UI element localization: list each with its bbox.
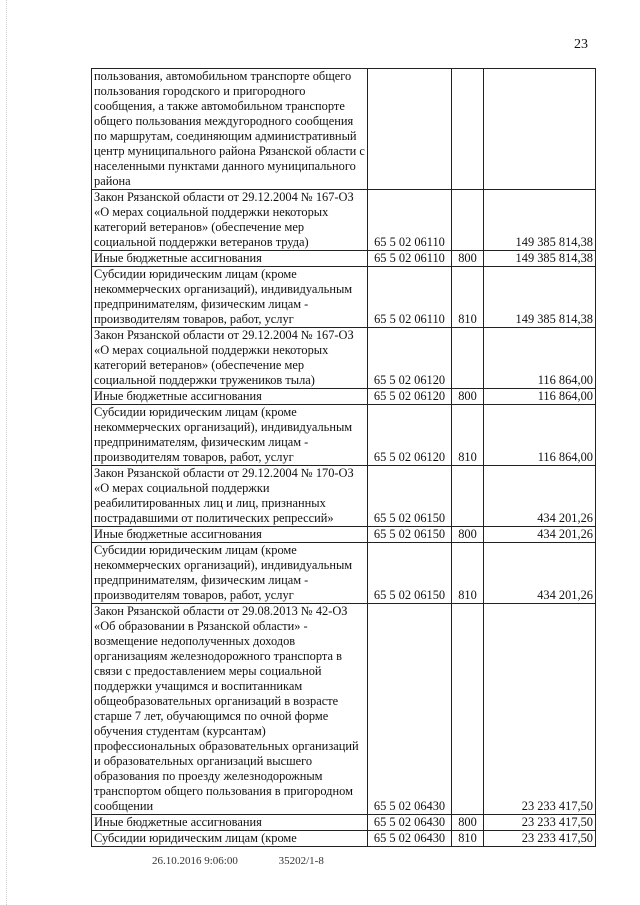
table-row: [92, 389, 596, 405]
row-sum: 434 201,26: [484, 543, 596, 604]
page-number: 23: [574, 37, 588, 52]
row-sum: 23 233 417,50: [484, 831, 596, 847]
row-type: [452, 69, 484, 190]
row-type: [452, 604, 484, 815]
row-type: 800: [452, 527, 484, 543]
footer-datetime: 26.10.2016 9:06:00: [152, 855, 238, 867]
table-row: [92, 328, 596, 389]
row-name: Закон Рязанской области от 29.12.2004 № 167-ОЗ «О мерах социальной поддержки некоторых категорий ветеранов» (обеспечение мер социальной поддержки ветеранов труда): [92, 190, 368, 251]
row-code: 65 5 02 06430: [368, 815, 452, 831]
row-name: Субсидии юридическим лицам (кроме некоммерческих организаций), индивидуальным предпринимателям, физическим лицам - производителям товаров, работ, услуг: [92, 405, 368, 466]
row-sum: 434 201,26: [484, 527, 596, 543]
row-code: 65 5 02 06120: [368, 389, 452, 405]
row-type: [452, 466, 484, 527]
table-row: [92, 815, 596, 831]
row-code: 65 5 02 06110: [368, 251, 452, 267]
row-name: Субсидии юридическим лицам (кроме: [92, 831, 368, 847]
row-name: Иные бюджетные ассигнования: [92, 389, 368, 405]
row-name: Иные бюджетные ассигнования: [92, 815, 368, 831]
row-sum: 23 233 417,50: [484, 815, 596, 831]
scan-edge: [6, 0, 8, 905]
row-type: 800: [452, 815, 484, 831]
table-row: [92, 831, 596, 847]
row-sum: 149 385 814,38: [484, 251, 596, 267]
row-code: 65 5 02 06120: [368, 328, 452, 389]
row-code: 65 5 02 06430: [368, 831, 452, 847]
row-name: Закон Рязанской области от 29.12.2004 № 170-ОЗ «О мерах социальной поддержки реабилитированных лиц и лиц, признанных пострадавшими от политических репрессий»: [92, 466, 368, 527]
row-name: Закон Рязанской области от 29.12.2004 № 167-ОЗ «О мерах социальной поддержки некоторых категорий ветеранов» (обеспечение мер социальной поддержки тружеников тыла): [92, 328, 368, 389]
row-type: 810: [452, 405, 484, 466]
row-type: 800: [452, 389, 484, 405]
table-row: [92, 267, 596, 328]
table-row: [92, 251, 596, 267]
row-code: 65 5 02 06120: [368, 405, 452, 466]
row-name: Субсидии юридическим лицам (кроме некоммерческих организаций), индивидуальным предпринимателям, физическим лицам - производителям товаров, работ, услуг: [92, 267, 368, 328]
row-sum: 23 233 417,50: [484, 604, 596, 815]
row-sum: 116 864,00: [484, 405, 596, 466]
row-code: 65 5 02 06150: [368, 527, 452, 543]
row-type: 810: [452, 543, 484, 604]
row-name: Субсидии юридическим лицам (кроме некоммерческих организаций), индивидуальным предпринимателям, физическим лицам - производителям товаров, работ, услуг: [92, 543, 368, 604]
footer: [152, 855, 362, 867]
row-name: Закон Рязанской области от 29.08.2013 № 42-ОЗ «Об образовании в Рязанской области» - возмещение недополученных доходов организациям железнодорожного транспорта в связи с предоставлением меры социальной поддержки учащимся и воспитанникам общеобразовательных организаций в возрасте старше 7 лет, обучающимся по очной форме обучения студентам (курсантам) профессиональных образовательных организаций и образовательных организаций высшего образования по проезду железнодорожным транспортом общего пользования в пригородном сообщении: [92, 604, 368, 815]
row-sum: [484, 69, 596, 190]
row-type: 810: [452, 831, 484, 847]
row-type: 810: [452, 267, 484, 328]
row-type: 800: [452, 251, 484, 267]
row-code: 65 5 02 06110: [368, 190, 452, 251]
footer-doc-id: 35202/1-8: [278, 855, 324, 867]
table-row: [92, 604, 596, 815]
row-sum: 149 385 814,38: [484, 267, 596, 328]
table-row: [92, 405, 596, 466]
row-code: 65 5 02 06150: [368, 466, 452, 527]
row-sum: 149 385 814,38: [484, 190, 596, 251]
table-row: [92, 527, 596, 543]
row-name: Иные бюджетные ассигнования: [92, 251, 368, 267]
row-sum: 434 201,26: [484, 466, 596, 527]
table-row: [92, 190, 596, 251]
row-sum: 116 864,00: [484, 328, 596, 389]
row-sum: 116 864,00: [484, 389, 596, 405]
row-code: 65 5 02 06430: [368, 604, 452, 815]
row-name: Иные бюджетные ассигнования: [92, 527, 368, 543]
table-row: [92, 543, 596, 604]
row-code: [368, 69, 452, 190]
table-row: [92, 466, 596, 527]
row-type: [452, 328, 484, 389]
row-name: пользования, автомобильном транспорте общего пользования городского и пригородного сообщения, а также автомобильном транспорте общего пользования междугородного сообщения по маршрутам, соединяющим административный центр муниципального района Рязанской области с населенными пунктами данного муниципального района: [92, 69, 368, 190]
budget-table: [91, 68, 596, 847]
row-type: [452, 190, 484, 251]
row-code: 65 5 02 06150: [368, 543, 452, 604]
row-code: 65 5 02 06110: [368, 267, 452, 328]
table-row: [92, 69, 596, 190]
